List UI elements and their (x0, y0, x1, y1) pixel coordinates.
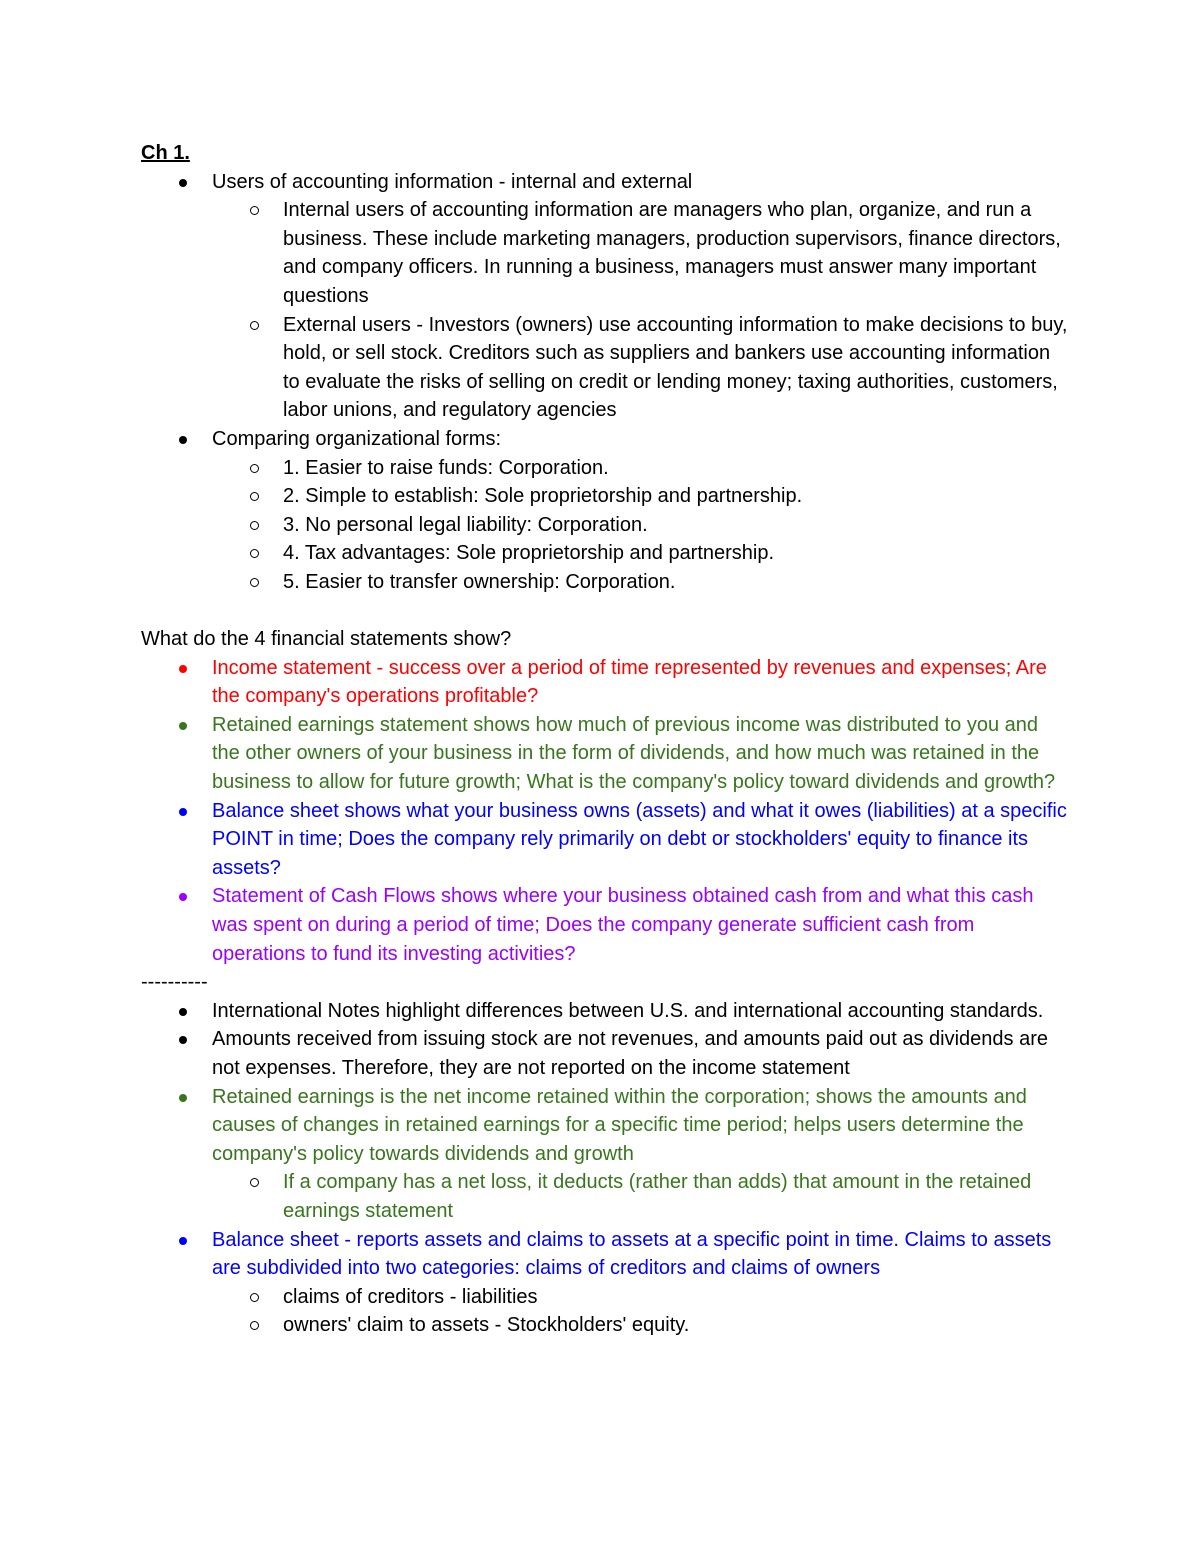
divider-line: ---------- (141, 971, 208, 994)
list-item-text: Statement of Cash Flows shows where your business obtained cash from and what this cash was spent on during a period of time; Does the company generate sufficient cash from operations to fund its investing activities? (212, 885, 1034, 965)
chapter-heading: Ch 1. (141, 142, 190, 164)
list-item (141, 654, 1071, 711)
list-item-text: External users - Investors (owners) use accounting information to make decisions to buy, hold, or sell stock. Creditors such as suppliers and bankers use accounting information to evaluate the risks of selling on credit or lending money; taxing authorities, customers, labor unions, and regulatory agencies (283, 313, 1068, 422)
bullet-circle-icon (250, 321, 259, 330)
list-item-text: International Notes highlight differences between U.S. and international accounting standards. (212, 999, 1044, 1022)
bullet-circle-icon (250, 492, 259, 501)
bullet-circle-icon (250, 1321, 259, 1330)
statements-list (141, 654, 1071, 969)
bullet-disc-icon (179, 665, 187, 673)
list-item-text: 5. Easier to transfer ownership: Corporation. (283, 570, 676, 593)
list-item (141, 797, 1071, 883)
list-item-text: Internal users of accounting information are managers who plan, organize, and run a business. These include marketing managers, production supervisors, finance directors, and company officers. In running a business, managers must answer many important questions (283, 199, 1061, 307)
list-item-text: 4. Tax advantages: Sole proprietorship and partnership. (283, 542, 775, 565)
list-item (141, 1226, 1071, 1283)
list-item-text: Comparing organizational forms: (212, 427, 502, 450)
bullet-circle-icon (250, 578, 259, 587)
list-item (141, 1025, 1071, 1082)
bullet-disc-icon (179, 1008, 187, 1016)
list-item (141, 1168, 1071, 1225)
bullet-circle-icon (250, 521, 259, 530)
list-item-text: Retained earnings statement shows how much of previous income was distributed to you and the other owners of your business in the form of dividends, and how much was retained in the business to allow for future growth; What is the company's policy toward dividends and growth? (212, 713, 1056, 794)
bullet-circle-icon (250, 206, 259, 215)
list-item (141, 882, 1071, 968)
list-item-text: If a company has a net loss, it deducts (rather than adds) that amount in the retained earnings statement (283, 1171, 1032, 1222)
bullet-circle-icon (250, 1293, 259, 1302)
bullet-disc-icon (179, 179, 187, 187)
list-item (141, 997, 1071, 1026)
list-item (141, 1083, 1071, 1169)
list-item (141, 196, 1071, 310)
list-item (141, 454, 1071, 483)
document-page (141, 139, 1071, 1340)
list-item (141, 511, 1071, 540)
list-item-text: 3. No personal legal liability: Corporation. (283, 513, 648, 536)
list-item (141, 539, 1071, 568)
statements-question: What do the 4 financial statements show? (141, 628, 512, 651)
list-item (141, 482, 1071, 511)
list-item (141, 311, 1071, 425)
bullet-disc-icon (179, 893, 187, 901)
list-item (141, 711, 1071, 797)
list-item (141, 1311, 1071, 1340)
list-item-text: Amounts received from issuing stock are not revenues, and amounts paid out as dividends are not expenses. Therefore, they are not reported on the income statement (212, 1028, 1049, 1079)
list-item-text: Balance sheet - reports assets and claims to assets at a specific point in time. Claims to assets are subdivided into two categories: claims of creditors and claims of owners (212, 1228, 1052, 1280)
list-item-text: Users of accounting information - internal and external (212, 170, 693, 193)
list-item-text: 2. Simple to establish: Sole proprietorship and partnership. (283, 485, 803, 508)
section1-list (141, 168, 1071, 597)
list-item-text: claims of creditors - liabilities (283, 1285, 538, 1308)
bullet-disc-icon (179, 722, 187, 730)
list-item-text: Retained earnings is the net income retained within the corporation; shows the amounts and causes of changes in retained earnings for a specific time period; helps users determine the company's policy towards dividends and growth (212, 1085, 1027, 1165)
list-item (141, 168, 1071, 197)
list-item (141, 568, 1071, 597)
blank-line (141, 597, 1071, 626)
list-item-text: Income statement - success over a period of time represented by revenues and expenses; Are the company's operations profitable? (212, 656, 1047, 708)
bullet-disc-icon (179, 436, 187, 444)
list-item-text: Balance sheet shows what your business owns (assets) and what it owes (liabilities) at a specific POINT in time; Does the company rely primarily on debt or stockholders' equity to finance its assets? (212, 799, 1067, 879)
bullet-disc-icon (179, 808, 187, 816)
bullet-circle-icon (250, 549, 259, 558)
bullet-circle-icon (250, 1178, 259, 1187)
bullet-circle-icon (250, 464, 259, 473)
list-item (141, 425, 1071, 454)
list-item-text: owners' claim to assets - Stockholders' equity. (283, 1314, 690, 1337)
bullet-disc-icon (179, 1036, 187, 1044)
notes-list (141, 997, 1071, 1340)
list-item (141, 1283, 1071, 1312)
bullet-disc-icon (179, 1237, 187, 1245)
bullet-disc-icon (179, 1094, 187, 1102)
list-item-text: 1. Easier to raise funds: Corporation. (283, 456, 609, 479)
